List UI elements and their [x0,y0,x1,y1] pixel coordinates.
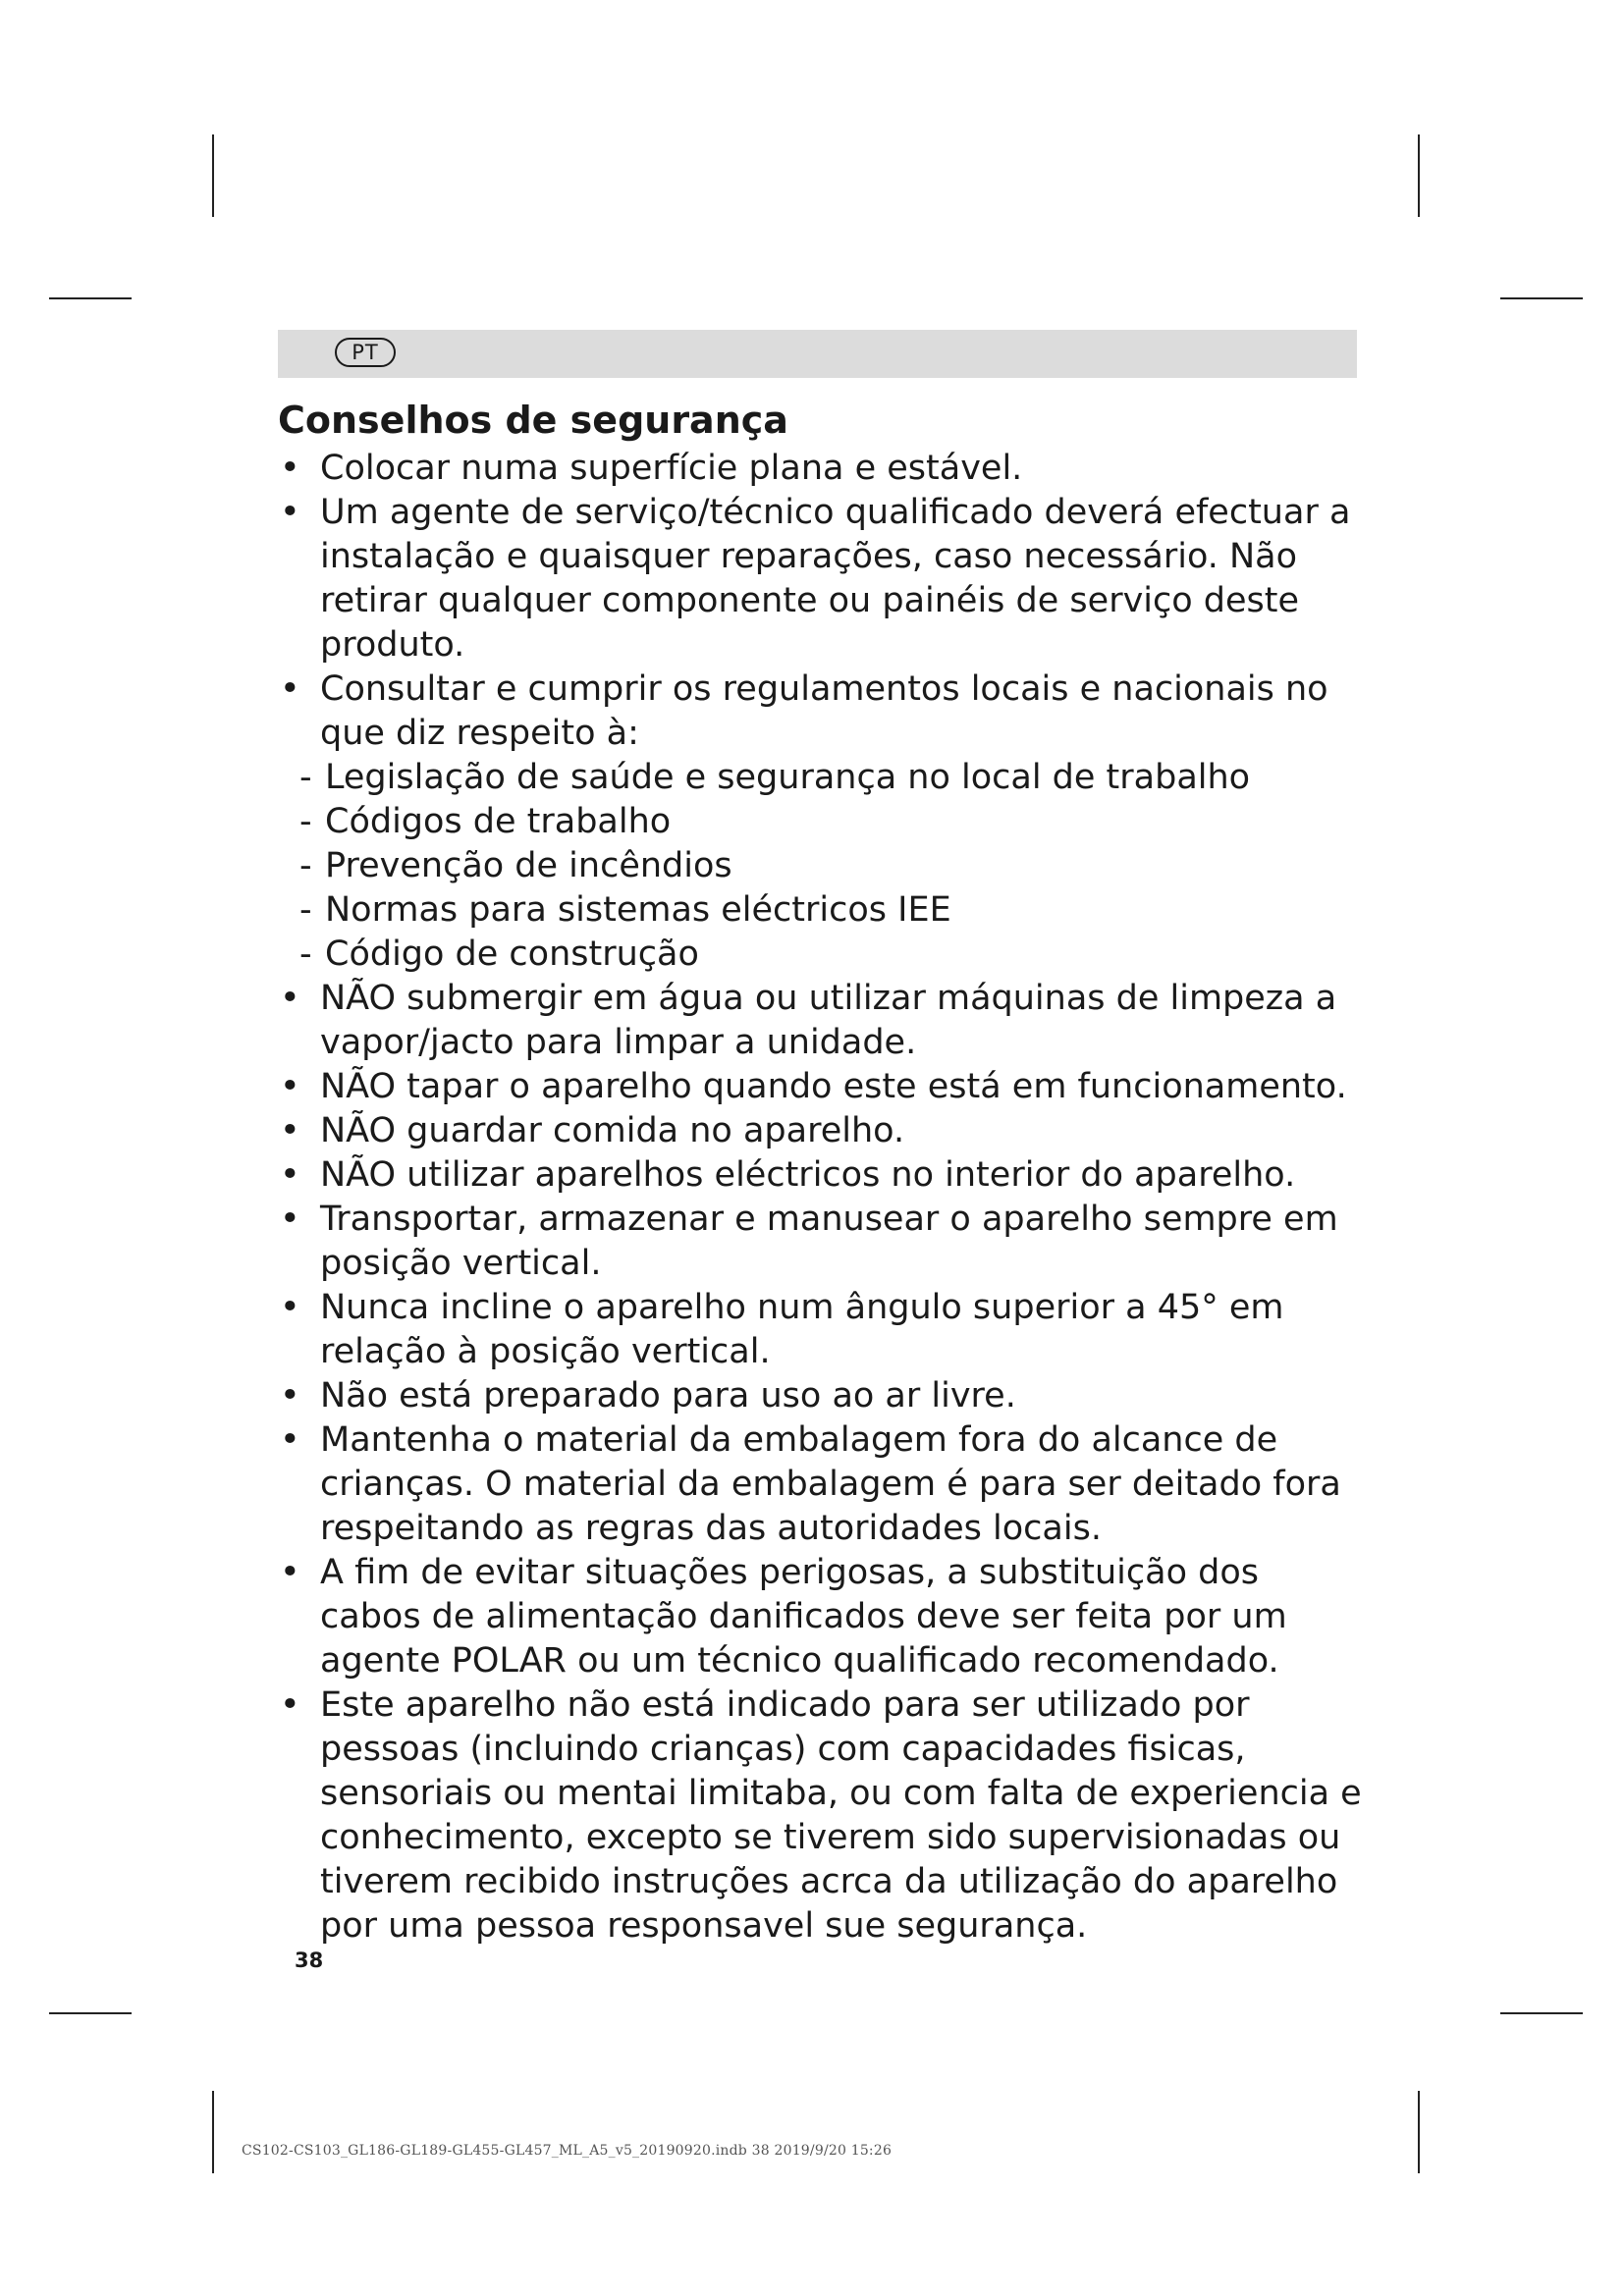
crop-mark-right-upper [1500,297,1583,299]
list-item: • Transportar, armazenar e manusear o aparelho sempre em posição vertical. [278,1198,1368,1286]
list-item: • Mantenha o material da embalagem fora do alcance de crianças. O material da embalagem é para ser deitado fora respeitando as regras das autoridades locais. [278,1418,1368,1551]
sub-list-item: - Normas para sistemas eléctricos IEE [278,888,1368,933]
list-item: • Nunca incline o aparelho num ângulo superior a 45° em relação à posição vertical. [278,1286,1368,1374]
crop-mark-left-lower [49,2012,132,2014]
list-item: • NÃO tapar o aparelho quando este está em funcionamento. [278,1065,1368,1109]
crop-mark-right-lower [1500,2012,1583,2014]
crop-mark-top-left [212,134,214,217]
list-item: • Este aparelho não está indicado para ser utilizado por pessoas (incluindo crianças) com capacidades fisicas, sensoriais ou mentai limitaba, ou com falta de experiencia e conhecimento, excepto se tiverem sido supervisionadas ou tiverem recibido instruções acrca da utilização do aparelho por uma pessoa responsavel sue segurança. [278,1683,1368,1949]
language-badge: PT [335,338,396,367]
crop-mark-left-upper [49,297,132,299]
sub-list-item: - Legislação de saúde e segurança no local de trabalho [278,756,1368,800]
safety-list [278,447,1368,1949]
crop-mark-bottom-left [212,2091,214,2173]
footer-slug: CS102-CS103_GL186-GL189-GL455-GL457_ML_A5_v5_20190920.indb 38 2019/9/20 15:26 [242,2143,893,2159]
page-number: 38 [295,1949,324,1972]
sub-list-item: - Prevenção de incêndios [278,844,1368,888]
list-item: • NÃO utilizar aparelhos eléctricos no interior do aparelho. [278,1153,1368,1198]
list-item: • NÃO submergir em água ou utilizar máquinas de limpeza a vapor/jacto para limpar a unidade. [278,977,1368,1065]
crop-mark-top-right [1418,134,1420,217]
list-item: • Colocar numa superfície plana e estável. [278,447,1368,491]
sub-list-item: - Código de construção [278,933,1368,977]
list-item: • Não está preparado para uso ao ar livre. [278,1374,1368,1418]
list-item: • Um agente de serviço/técnico qualificado deverá efectuar a instalação e quaisquer reparações, caso necessário. Não retirar qualquer componente ou painéis de serviço deste produto. [278,491,1368,667]
crop-mark-bottom-right [1418,2091,1420,2173]
section-title: Conselhos de segurança [278,399,788,442]
list-item: • A fim de evitar situações perigosas, a substituição dos cabos de alimentação danificados deve ser feita por um agente POLAR ou um técnico qualificado recomendado. [278,1551,1368,1683]
sub-list-item: - Códigos de trabalho [278,800,1368,844]
language-bar [278,330,1357,378]
list-item: • Consultar e cumprir os regulamentos locais e nacionais no que diz respeito à: [278,667,1368,756]
list-item: • NÃO guardar comida no aparelho. [278,1109,1368,1153]
